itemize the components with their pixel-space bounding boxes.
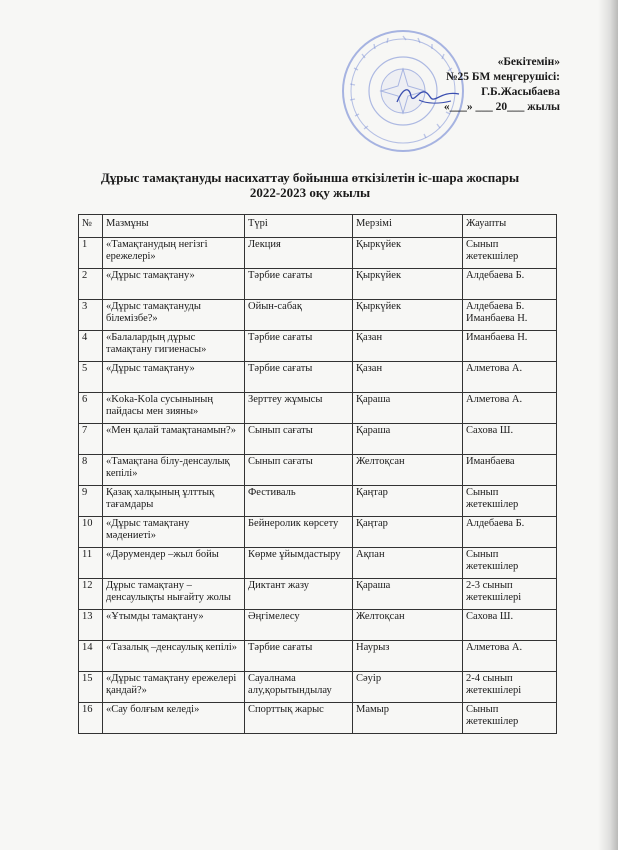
cell-responsible: Сынып жетекшілер: [463, 238, 557, 269]
cell-deadline: Наурыз: [353, 641, 463, 672]
cell-responsible: Сахова Ш.: [463, 424, 557, 455]
document-title-year: 2022-2023 оқу жылы: [249, 185, 371, 200]
table-row: [79, 362, 557, 393]
cell-responsible: Сынып жетекшілер: [463, 548, 557, 579]
cell-content: «Дәрумендер –жыл бойы: [103, 548, 245, 579]
cell-type: Тәрбие сағаты: [245, 362, 353, 393]
document-title: [60, 170, 560, 200]
table-row: [79, 393, 557, 424]
cell-number: 16: [79, 703, 103, 734]
cell-content: «Дұрыс тамақтану мәдениеті»: [103, 517, 245, 548]
table-row: [79, 672, 557, 703]
column-header-deadline: Мерзімі: [353, 215, 463, 238]
column-header-number: №: [79, 215, 103, 238]
cell-responsible: Алдебаева Б.: [463, 517, 557, 548]
cell-type: Сынып сағаты: [245, 455, 353, 486]
cell-number: 15: [79, 672, 103, 703]
event-plan-table: [78, 214, 557, 734]
column-header-content: Мазмұны: [103, 215, 245, 238]
cell-type: Тәрбие сағаты: [245, 331, 353, 362]
table-row: [79, 238, 557, 269]
cell-number: 11: [79, 548, 103, 579]
cell-content: Дұрыс тамақтану –денсаулықты нығайту жолы: [103, 579, 245, 610]
cell-responsible: 2-4 сынып жетекшілері: [463, 672, 557, 703]
cell-deadline: Қазан: [353, 362, 463, 393]
cell-deadline: Қыркүйек: [353, 238, 463, 269]
cell-responsible: Алметова А.: [463, 641, 557, 672]
approval-signer: Г.Б.Жасыбаева: [481, 86, 560, 98]
document-title-main: Дұрыс тамақтануды насихаттау бойынша өткізілетін іс-шара жоспары: [100, 170, 520, 185]
cell-responsible: Алметова А.: [463, 393, 557, 424]
cell-responsible: Алдебаева Б. Иманбаева Н.: [463, 300, 557, 331]
cell-type: Диктант жазу: [245, 579, 353, 610]
table-row: [79, 269, 557, 300]
approval-heading: «Бекітемін»: [497, 56, 560, 68]
cell-content: «Дұрыс тамақтану»: [103, 362, 245, 393]
cell-deadline: Қаңтар: [353, 486, 463, 517]
table-body: [79, 238, 557, 734]
cell-number: 12: [79, 579, 103, 610]
cell-number: 14: [79, 641, 103, 672]
cell-responsible: Иманбаева Н.: [463, 331, 557, 362]
cell-responsible: Сахова Ш.: [463, 610, 557, 641]
cell-deadline: Қыркүйек: [353, 300, 463, 331]
cell-deadline: Қазан: [353, 331, 463, 362]
cell-deadline: Мамыр: [353, 703, 463, 734]
approval-position: №25 БМ меңгерушісі:: [445, 71, 560, 83]
scan-shadow-edge: [598, 0, 618, 850]
cell-content: «Тамақтана білу-денсаулық кепілі»: [103, 455, 245, 486]
cell-number: 7: [79, 424, 103, 455]
cell-type: Тәрбие сағаты: [245, 641, 353, 672]
cell-number: 9: [79, 486, 103, 517]
cell-type: Спорттық жарыс: [245, 703, 353, 734]
cell-number: 2: [79, 269, 103, 300]
cell-number: 5: [79, 362, 103, 393]
cell-deadline: Қараша: [353, 579, 463, 610]
cell-type: Әңгімелесу: [245, 610, 353, 641]
table-row: [79, 331, 557, 362]
table-header-row: [79, 215, 557, 238]
table-row: [79, 703, 557, 734]
cell-deadline: Қаңтар: [353, 517, 463, 548]
cell-content: «Дұрыс тамақтану ережелері қандай?»: [103, 672, 245, 703]
cell-content: «Мен қалай тамақтанамын?»: [103, 424, 245, 455]
cell-responsible: Сынып жетекшілер: [463, 486, 557, 517]
cell-type: Зерттеу жұмысы: [245, 393, 353, 424]
cell-content: «Балалардың дұрыс тамақтану гигиенасы»: [103, 331, 245, 362]
cell-number: 4: [79, 331, 103, 362]
cell-responsible: Алдебаева Б.: [463, 269, 557, 300]
table-row: [79, 486, 557, 517]
table-row: [79, 455, 557, 486]
cell-type: Көрме ұйымдастыру: [245, 548, 353, 579]
cell-deadline: Қараша: [353, 393, 463, 424]
cell-number: 3: [79, 300, 103, 331]
cell-deadline: Желтоқсан: [353, 610, 463, 641]
table-row: [79, 517, 557, 548]
cell-responsible: Сынып жетекшілер: [463, 703, 557, 734]
cell-content: «Дұрыс тамақтануды білемізбе?»: [103, 300, 245, 331]
cell-deadline: Желтоқсан: [353, 455, 463, 486]
cell-number: 13: [79, 610, 103, 641]
approval-date-line: «___» ___ 20___ жылы: [443, 101, 560, 113]
cell-responsible: Иманбаева: [463, 455, 557, 486]
table-row: [79, 424, 557, 455]
cell-type: Фестиваль: [245, 486, 353, 517]
cell-type: Лекция: [245, 238, 353, 269]
cell-number: 8: [79, 455, 103, 486]
table-row: [79, 548, 557, 579]
cell-content: «Тазалық –денсаулық кепілі»: [103, 641, 245, 672]
cell-number: 6: [79, 393, 103, 424]
cell-number: 1: [79, 238, 103, 269]
cell-deadline: Ақпан: [353, 548, 463, 579]
cell-number: 10: [79, 517, 103, 548]
cell-content: «Koka-Kola сусынының пайдасы мен зияны»: [103, 393, 245, 424]
cell-content: «Дұрыс тамақтану»: [103, 269, 245, 300]
cell-type: Тәрбие сағаты: [245, 269, 353, 300]
column-header-type: Түрі: [245, 215, 353, 238]
cell-deadline: Қараша: [353, 424, 463, 455]
cell-content: «Ұтымды тамақтану»: [103, 610, 245, 641]
cell-type: Бейнеролик көрсету: [245, 517, 353, 548]
cell-content: «Сау болғым келеді»: [103, 703, 245, 734]
table-row: [79, 641, 557, 672]
cell-content: «Тамақтанудың негізгі ережелері»: [103, 238, 245, 269]
cell-deadline: Қыркүйек: [353, 269, 463, 300]
column-header-responsible: Жауапты: [463, 215, 557, 238]
handwritten-signature: [393, 80, 463, 110]
table-row: [79, 579, 557, 610]
cell-deadline: Сәуір: [353, 672, 463, 703]
cell-type: Сынып сағаты: [245, 424, 353, 455]
table-row: [79, 610, 557, 641]
table-row: [79, 300, 557, 331]
cell-type: Ойын-сабақ: [245, 300, 353, 331]
cell-responsible: 2-3 сынып жетекшілері: [463, 579, 557, 610]
cell-responsible: Алметова А.: [463, 362, 557, 393]
cell-type: Сауалнама алу,қорытындылау: [245, 672, 353, 703]
cell-content: Қазақ халқының ұлттық тағамдары: [103, 486, 245, 517]
